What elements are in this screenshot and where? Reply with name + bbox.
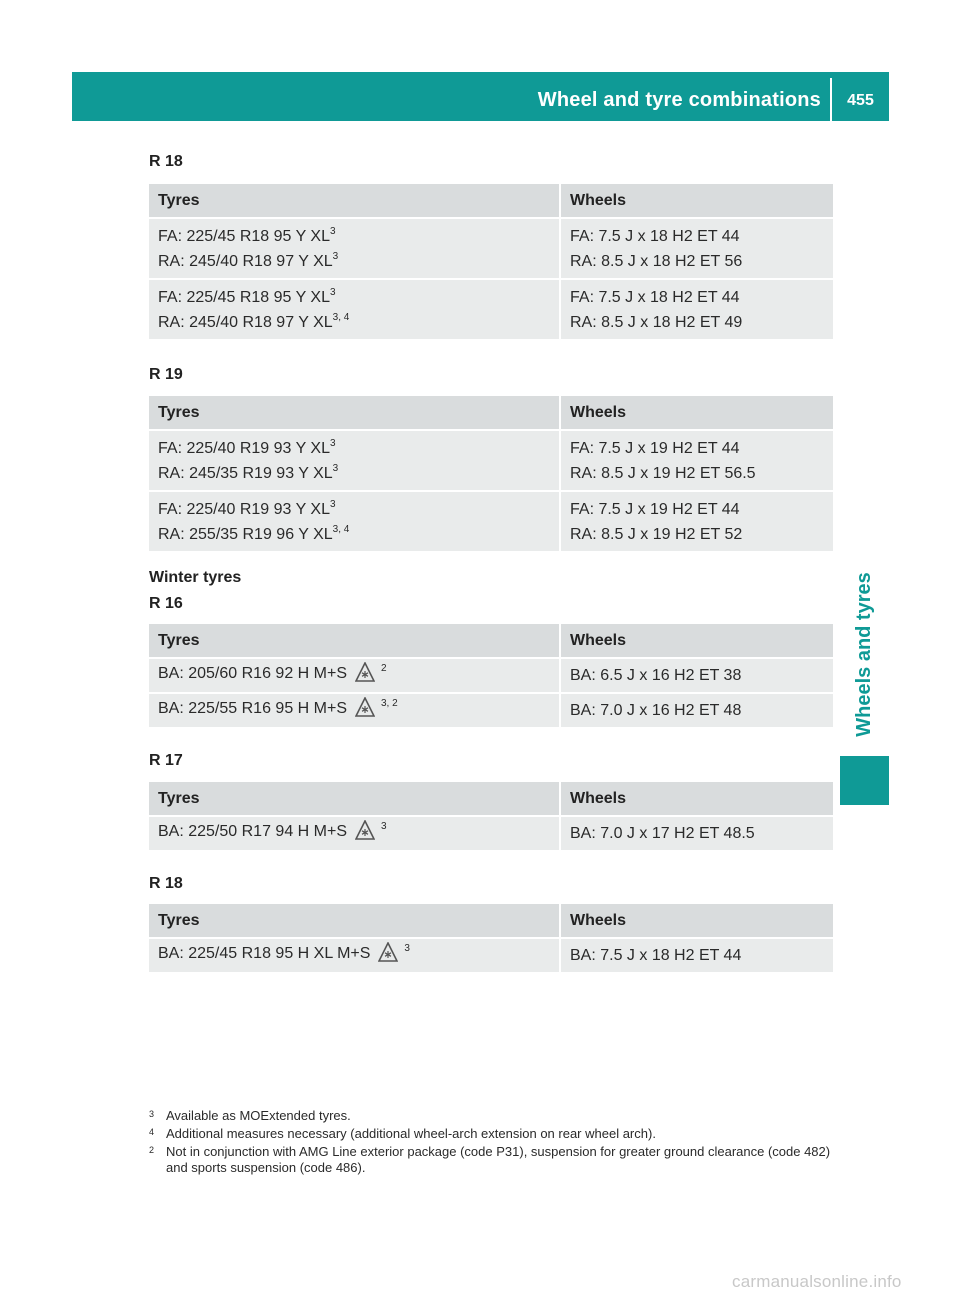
wheels-cell: BA: 7.0 J x 16 H2 ET 48 [560, 693, 833, 728]
tyres-cell: BA: 205/60 R16 92 H M+S $^2$ [149, 658, 560, 693]
heading-r19: R 19 [149, 366, 183, 383]
column-header-tyres: Tyres [149, 904, 560, 938]
column-header-wheels: Wheels [560, 396, 833, 430]
side-tab [840, 560, 889, 748]
column-header-wheels: Wheels [560, 782, 833, 816]
tyres-cell: BA: 225/45 R18 95 H XL M+S $^3$ [149, 938, 560, 973]
table-row [149, 430, 833, 491]
table-r18 [149, 184, 833, 341]
snowflake-mountain-icon [355, 662, 375, 690]
table-row [149, 658, 833, 693]
wheels-cell: FA: 7.5 J x 19 H2 ET 44 RA: 8.5 J x 19 H2 ET 56.5 [560, 430, 833, 491]
watermark: carmanualsonline.info [732, 1272, 902, 1291]
wheels-cell: BA: 7.0 J x 17 H2 ET 48.5 [560, 816, 833, 851]
table-row [149, 693, 833, 728]
page-number: 455 [847, 92, 874, 109]
snowflake-mountain-icon [378, 942, 398, 970]
tyres-cell: BA: 225/55 R16 95 H M+S $^{3, 2}$ [149, 693, 560, 728]
column-header-tyres: Tyres [149, 184, 560, 218]
tyres-cell: FA: 225/45 R18 95 Y $XL^3$ RA: 245/40 R18 97 Y XL$^{3, 4}$ [149, 279, 560, 340]
wheels-cell: BA: 6.5 J x 16 H2 ET 38 [560, 658, 833, 693]
column-header-tyres: Tyres [149, 396, 560, 430]
table-row [149, 279, 833, 340]
heading-r17: R 17 [149, 752, 183, 769]
tyres-cell: FA: 225/40 R19 93 Y $XL^3$ RA: 255/35 R19 96 Y XL$^{3, 4}$ [149, 491, 560, 552]
side-marker [840, 756, 889, 805]
table-r17 [149, 782, 833, 852]
table-r19 [149, 396, 833, 553]
heading-r18: R 18 [149, 153, 183, 170]
table-row [149, 938, 833, 973]
table-r18-winter [149, 904, 833, 974]
column-header-tyres: Tyres [149, 782, 560, 816]
tyres-cell: BA: 225/50 R17 94 H M+S $^3$ [149, 816, 560, 851]
footnote: 3 Available as MOExtended tyres. [149, 1108, 351, 1123]
wheels-cell: BA: 7.5 J x 18 H2 ET 44 [560, 938, 833, 973]
wheels-cell: FA: 7.5 J x 18 H2 ET 44 RA: 8.5 J x 18 H2 ET 56 [560, 218, 833, 279]
tyres-cell: FA: 225/45 R18 95 Y $XL^3$ RA: 245/40 R18 97 Y $XL^3$ [149, 218, 560, 279]
table-row [149, 491, 833, 552]
footnotes [149, 1108, 839, 1178]
header-bar [72, 72, 889, 121]
table-row [149, 218, 833, 279]
snowflake-mountain-icon [355, 697, 375, 725]
side-tab-label: Wheels and tyres [853, 571, 876, 737]
snowflake-mountain-icon [355, 820, 375, 848]
wheels-cell: FA: 7.5 J x 18 H2 ET 44 RA: 8.5 J x 18 H2 ET 49 [560, 279, 833, 340]
heading-r18-winter: R 18 [149, 875, 183, 892]
column-header-wheels: Wheels [560, 624, 833, 658]
table-row [149, 816, 833, 851]
column-header-wheels: Wheels [560, 184, 833, 218]
heading-r16: R 16 [149, 595, 183, 612]
column-header-tyres: Tyres [149, 624, 560, 658]
column-header-wheels: Wheels [560, 904, 833, 938]
heading-winter-tyres: Winter tyres [149, 569, 242, 586]
wheels-cell: FA: 7.5 J x 19 H2 ET 44 RA: 8.5 J x 19 H2 ET 52 [560, 491, 833, 552]
footnote: 4 Additional measures necessary (additional wheel-arch extension on rear wheel arch). [149, 1126, 656, 1141]
tyres-cell: FA: 225/40 R19 93 Y $XL^3$ RA: 245/35 R19 93 Y $XL^3$ [149, 430, 560, 491]
table-r16 [149, 624, 833, 729]
section-title: Wheel and tyre combinations [537, 89, 821, 111]
footnote: 2 Not in conjunction with AMG Line exterior package (code P31), suspension for greater ground clearance (code 482) and sports suspension (code 486). [149, 1144, 831, 1175]
